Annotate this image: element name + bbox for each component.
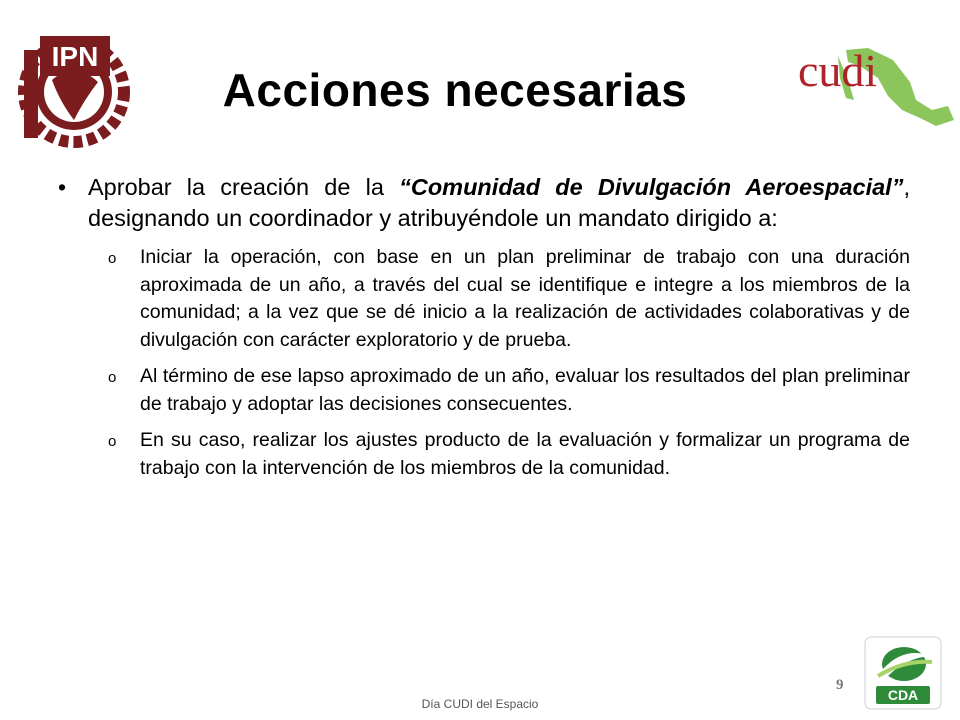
sub-bullet-marker: o bbox=[108, 433, 117, 450]
slide-body bbox=[56, 172, 910, 491]
main-bullet bbox=[56, 172, 910, 234]
sub-bullet-marker: o bbox=[108, 250, 117, 267]
bullet-marker: • bbox=[58, 174, 67, 200]
cudi-logo-text: cudi bbox=[798, 45, 878, 96]
cda-logo-icon bbox=[864, 636, 942, 710]
sub-bullet-text: En su caso, realizar los ajustes producto de la evaluación y formalizar un programa de trabajo con la intervención de los miembros de la comunidad. bbox=[140, 429, 910, 479]
slide-title: Acciones necesarias bbox=[222, 64, 688, 116]
bullet-emphasis: “Comunidad de Divulgación Aeroespacial” bbox=[399, 174, 904, 200]
sub-bullet-marker: o bbox=[108, 369, 117, 386]
bullet-text-pre: Aprobar la creación de la bbox=[88, 174, 400, 200]
sub-bullet-list bbox=[56, 244, 910, 482]
sub-bullet-item bbox=[56, 427, 910, 482]
cda-logo-text: CDA bbox=[887, 687, 919, 703]
ipn-logo-text: IPN bbox=[51, 41, 99, 72]
sub-bullet-item bbox=[56, 244, 910, 354]
sub-bullet-text: Iniciar la operación, con base en un plan preliminar de trabajo con una duración aproximada de un año, a través del cual se identifique e integre a los miembros de la comunidad; a la vez que se dé inicio a la realización de actividades colaborativas y de divulgación con carácter exploratorio y de prueba. bbox=[140, 246, 910, 351]
sub-bullet-text: Al término de ese lapso aproximado de un año, evaluar los resultados del plan preliminar de trabajo y adoptar las decisiones consecuentes. bbox=[140, 365, 910, 415]
footer-text: Día CUDI del Espacio bbox=[421, 697, 539, 711]
ipn-logo-icon bbox=[14, 30, 130, 148]
bullet-text-post: , designando un coordinador y atribuyéndole un mandato dirigido a: bbox=[88, 174, 910, 231]
page-number: 9 bbox=[836, 677, 844, 693]
sub-bullet-item bbox=[56, 363, 910, 418]
